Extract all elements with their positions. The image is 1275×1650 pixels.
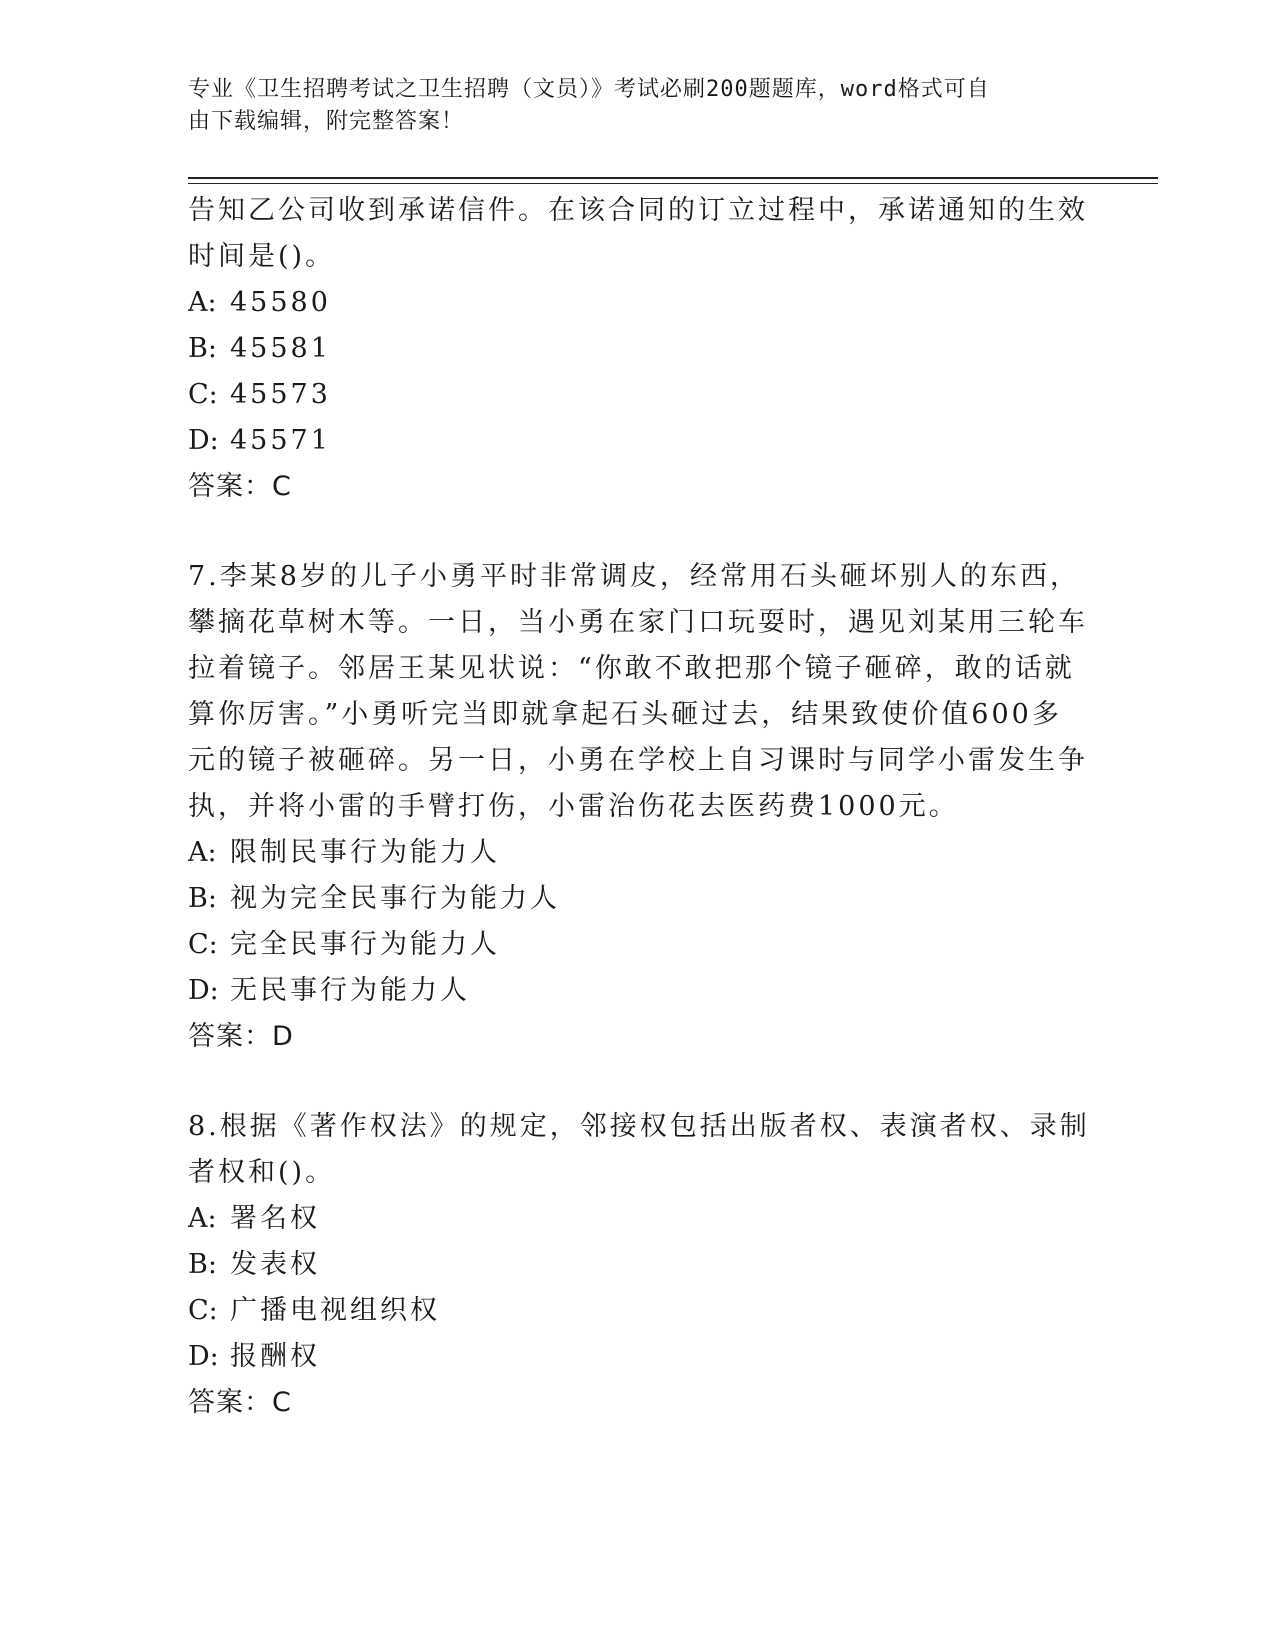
option-b — [188, 326, 1088, 372]
question-text-line: 告知乙公司收到承诺信件。在该合同的订立过程中，承诺通知的生效 — [188, 195, 1088, 226]
question-text-line: 7.李某8岁的儿子小勇平时非常调皮，经常用石头砸坏别人的东西， — [188, 561, 1080, 592]
header-line-1: 专业《卫生招聘考试之卫生招聘（文员）》考试必刷200题题库，word格式可自 — [188, 77, 990, 102]
option-text: 45571 — [230, 425, 331, 456]
header-rule-thick — [188, 177, 1158, 179]
question-text-line: 者权和()。 — [188, 1157, 336, 1188]
question-7 — [188, 554, 1088, 1060]
option-d — [188, 418, 1088, 464]
answer-line: 答案：C — [188, 1387, 292, 1418]
option-key: B: — [188, 333, 217, 364]
option-c — [188, 372, 1088, 418]
option-key: C: — [188, 379, 218, 410]
option-key: C: — [188, 1295, 218, 1326]
option-d — [188, 968, 1088, 1014]
question-text-line: 执，并将小雷的手臂打伤，小雷治伤花去医药费1000元。 — [188, 791, 959, 822]
option-key: B: — [188, 1249, 217, 1280]
option-c — [188, 922, 1088, 968]
option-d — [188, 1334, 1088, 1380]
option-b — [188, 876, 1088, 922]
option-a — [188, 280, 1088, 326]
option-text: 45580 — [230, 287, 331, 318]
question-text-line: 元的镜子被砸碎。另一日，小勇在学校上自习课时与同学小雷发生争 — [188, 745, 1088, 776]
option-text: 45581 — [230, 333, 331, 364]
option-text: 署名权 — [230, 1203, 320, 1234]
question-8 — [188, 1104, 1088, 1426]
option-key: A: — [188, 287, 217, 318]
question-text-line: 算你厉害。”小勇听完当即就拿起石头砸过去，结果致使价值600多 — [188, 699, 1062, 730]
question-text-line: 时间是()。 — [188, 241, 336, 272]
option-text: 无民事行为能力人 — [230, 975, 470, 1006]
question-text-line: 8.根据《著作权法》的规定，邻接权包括出版者权、表演者权、录制 — [188, 1111, 1090, 1142]
option-text: 报酬权 — [230, 1341, 320, 1372]
header-rule-thin — [188, 183, 1158, 184]
option-key: D: — [188, 1341, 219, 1372]
answer-line: 答案：C — [188, 471, 292, 502]
option-a — [188, 1196, 1088, 1242]
option-key: A: — [188, 837, 217, 868]
option-text: 限制民事行为能力人 — [230, 837, 500, 868]
header-line-2: 由下载编辑，附完整答案！ — [188, 109, 465, 134]
option-text: 45573 — [230, 379, 331, 410]
question-text-line: 拉着镜子。邻居王某见状说：“你敢不敢把那个镜子砸碎，敢的话就 — [188, 653, 1075, 684]
option-key: C: — [188, 929, 218, 960]
document-header — [188, 74, 1068, 138]
option-key: B: — [188, 883, 217, 914]
option-text: 发表权 — [230, 1249, 320, 1280]
question-6 — [188, 188, 1088, 510]
option-text: 视为完全民事行为能力人 — [230, 883, 560, 914]
option-a — [188, 830, 1088, 876]
option-key: D: — [188, 425, 219, 456]
option-key: D: — [188, 975, 219, 1006]
option-text: 广播电视组织权 — [230, 1295, 440, 1326]
question-text-line: 攀摘花草树木等。一日，当小勇在家门口玩耍时，遇见刘某用三轮车 — [188, 607, 1088, 638]
question-list — [188, 188, 1088, 1426]
answer-line: 答案：D — [188, 1021, 294, 1052]
option-c — [188, 1288, 1088, 1334]
option-text: 完全民事行为能力人 — [230, 929, 500, 960]
option-b — [188, 1242, 1088, 1288]
option-key: A: — [188, 1203, 217, 1234]
